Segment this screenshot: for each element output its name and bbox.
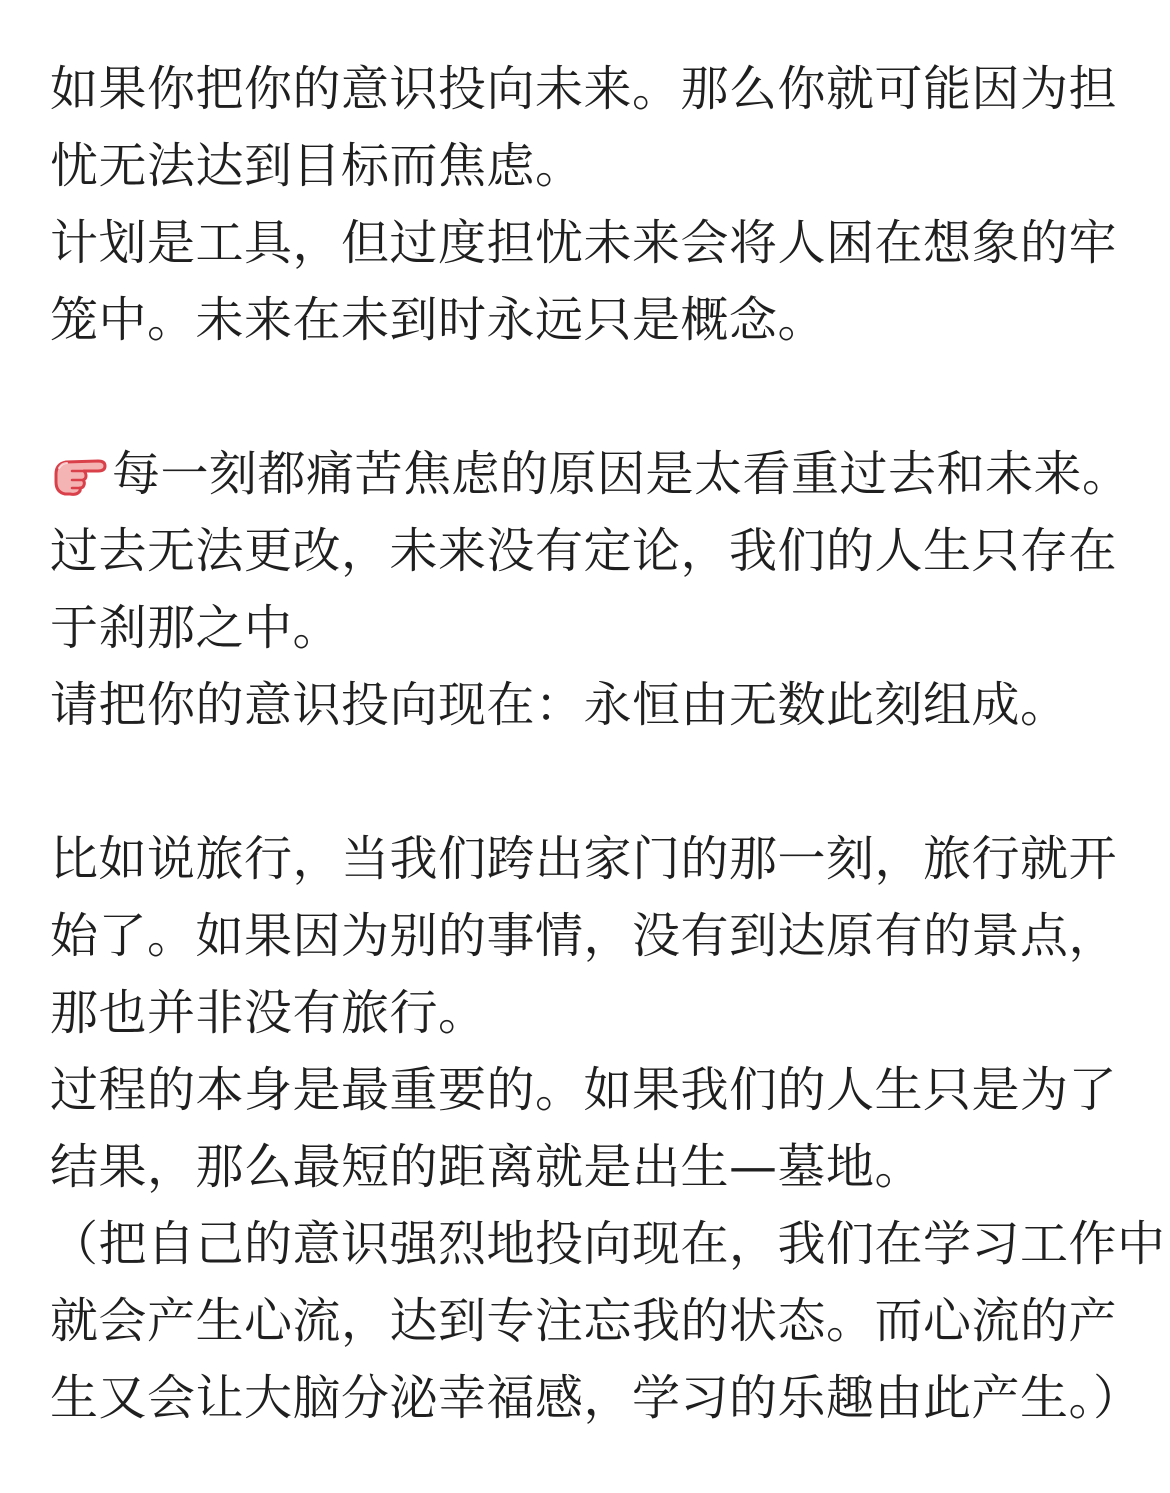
paragraph-future <box>50 51 1130 359</box>
text-line: 于刹那之中。 <box>50 600 342 656</box>
text-line: 请把你的意识投向现在：永恒由无数此刻组成。 <box>50 677 1069 733</box>
text-line: 笼中。未来在未到时永远只是概念。 <box>50 292 827 348</box>
paragraph-present <box>50 436 1130 744</box>
paragraph-spacer <box>50 744 1130 821</box>
text-line: 比如说旅行，当我们跨出家门的那一刻，旅行就开 <box>50 831 1118 887</box>
text-line: 始了。如果因为别的事情，没有到达原有的景点， <box>50 908 1118 964</box>
text-line: 如果你把你的意识投向未来。那么你就可能因为担 <box>50 61 1118 117</box>
text-line: 那也并非没有旅行。 <box>50 985 487 1041</box>
text-line: 计划是工具，但过度担忧未来会将人困在想象的牢 <box>50 215 1118 271</box>
text-line: 忧无法达到目标而焦虑。 <box>50 138 584 194</box>
paragraph-spacer <box>50 359 1130 436</box>
text-line: 结果，那么最短的距离就是出生—墓地。 <box>50 1139 924 1195</box>
paragraph-travel <box>50 821 1166 1437</box>
text-line: （把自己的意识强烈地投向现在，我们在学习工作中 <box>50 1216 1166 1272</box>
text-line: 过程的本身是最重要的。如果我们的人生只是为了 <box>50 1062 1118 1118</box>
text-line: 过去无法更改，未来没有定论，我们的人生只存在 <box>50 523 1118 579</box>
text-line-content: 每一刻都痛苦焦虑的原因是太看重过去和未来。 <box>112 446 1131 502</box>
pointing-finger-icon <box>50 442 110 488</box>
text-line: 生又会让大脑分泌幸福感，学习的乐趣由此产生。） <box>50 1370 1142 1426</box>
text-line-with-icon <box>50 436 1130 513</box>
text-line: 就会产生心流，达到专注忘我的状态。而心流的产 <box>50 1293 1118 1349</box>
